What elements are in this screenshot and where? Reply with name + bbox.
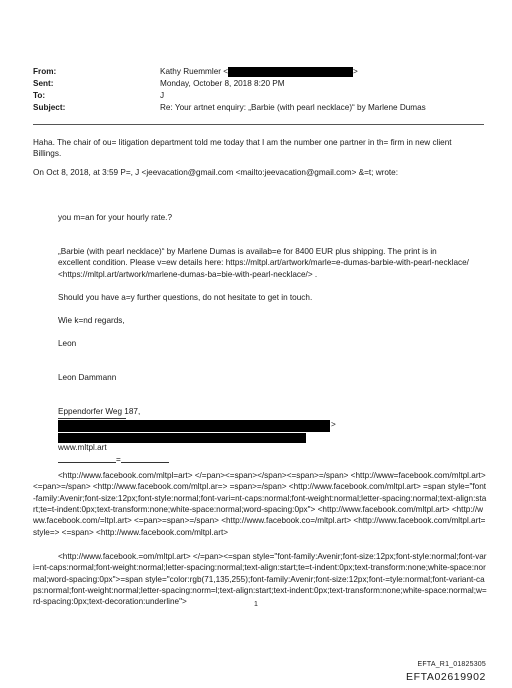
page-number: 1 [254, 601, 258, 608]
separator-equals: = [116, 455, 121, 464]
subject-value: Re: Your artnet enquiry: „Barbie (with pearl necklace)“ by Marlene Dumas [160, 103, 426, 113]
sent-label: Sent: [33, 79, 54, 89]
subject-row [33, 102, 483, 114]
from-row [33, 66, 483, 78]
from-value: Kathy Ruemmler < [160, 67, 229, 77]
signature-full-name: Leon Dammann [58, 373, 117, 382]
availability-paragraph: „Barbie (with pearl necklace)“ by Marlene Dumas is availab=e for 8400 EUR plus shipping. The print is in excellent condition. Please v=ew details here: https://mltpl.art/artwork/marle=e-dumas-barbie-with-pearl-necklace/ <https://mltpl.art/artwork/marlene-dumas-ba=bie-with-pearl-necklace/> . [58, 247, 469, 279]
html-code-block: <http://www.facebook.com/mltpl=art> </=pan><=span></span><=span>=/span> <http://www=facebook.com/mltpl.art> <=pan>=/span> <http://www.facebook.com/mltpl.ar=> =span>=/span> <http://www.facebook.com/mltpl.art> =span style="font-family:Avenir;font-size:12px;font-style:normal;font-vari=nt-caps:normal;font-weight:normal;letter-spacing:normal;text-align:start;te=t-indent:0px;text-transform:none;white-space:normal;word-spacing:0px"> <http://www.facebook.com/mltpl.art> <http://www.facebook.com/=ltpl.art> <=pan>=span>=/span> <http://www.facebook.co=/mltpl.art> <http://www.facebook.com/mltpl.art= style=> <=span> <http://www.facebook.com/mltpl.art> [33, 471, 487, 537]
wrote-line: On Oct 8, 2018, at 3:59 P=, J <jeevacation@gmail.com <mailto:jeevacation@gmail.com> &=t; wrote: [33, 167, 398, 177]
quote-text: you m=an for your hourly rate.? [58, 213, 173, 222]
header-divider [33, 124, 484, 125]
bates-number-small: EFTA_R1_01825305 [417, 661, 486, 668]
questions-line: Should you have a=y further questions, do not hesitate to get in touch. [58, 293, 313, 302]
from-label: From: [33, 67, 57, 77]
redaction-bar [58, 420, 330, 432]
signature-first-name: Leon [58, 339, 77, 348]
bates-number-large: EFTA02619902 [406, 671, 486, 683]
to-label: To: [33, 91, 46, 101]
subject-label: Subject: [33, 103, 66, 113]
regards-line: Wie k=nd regards, [58, 316, 125, 325]
sent-row [33, 78, 483, 90]
address-underline [58, 418, 126, 419]
address-line: Eppendorfer Weg 187, [58, 407, 141, 416]
separator-line [121, 456, 169, 463]
html-code-block: <http://www.facebook.=om/mltpl.art> </=pan><=span style="font-family:Avenir;font-size:12px;font-style:normal;font-vari=nt-caps:normal;font-weight:normal;letter-spacing:normal;text-align:start;te=t-indent:0px;text-transform:none;white-space:normal;word-spacing:0px">=span style="color:rgb(71,135,255);font-family:Avenir;font-size:12px;font-=tyle:normal;font-variant-caps:normal;font-weight:normal;letter-spacing:norm=l;text-align:start;text-indent:0px;text-transform:none;white-space:normal;w=rd-spacing:0px;text-decoration:underline"> [33, 552, 487, 607]
redaction-bar [228, 67, 353, 77]
from-suffix: > [353, 67, 358, 77]
reply-line: Billings. [33, 149, 62, 159]
reply-section [33, 137, 488, 185]
to-row [33, 90, 483, 102]
email-header [33, 66, 483, 114]
sent-value: Monday, October 8, 2018 8:20 PM [160, 79, 285, 89]
reply-line: Haha. The chair of ou= litigation department told me today that I am the number one partner in th= firm in new client [33, 138, 452, 147]
to-value: J [160, 91, 165, 101]
separator-line [58, 456, 116, 463]
website-line: www.mltpl.art [58, 443, 107, 452]
redaction-end-mark: > [331, 420, 336, 429]
